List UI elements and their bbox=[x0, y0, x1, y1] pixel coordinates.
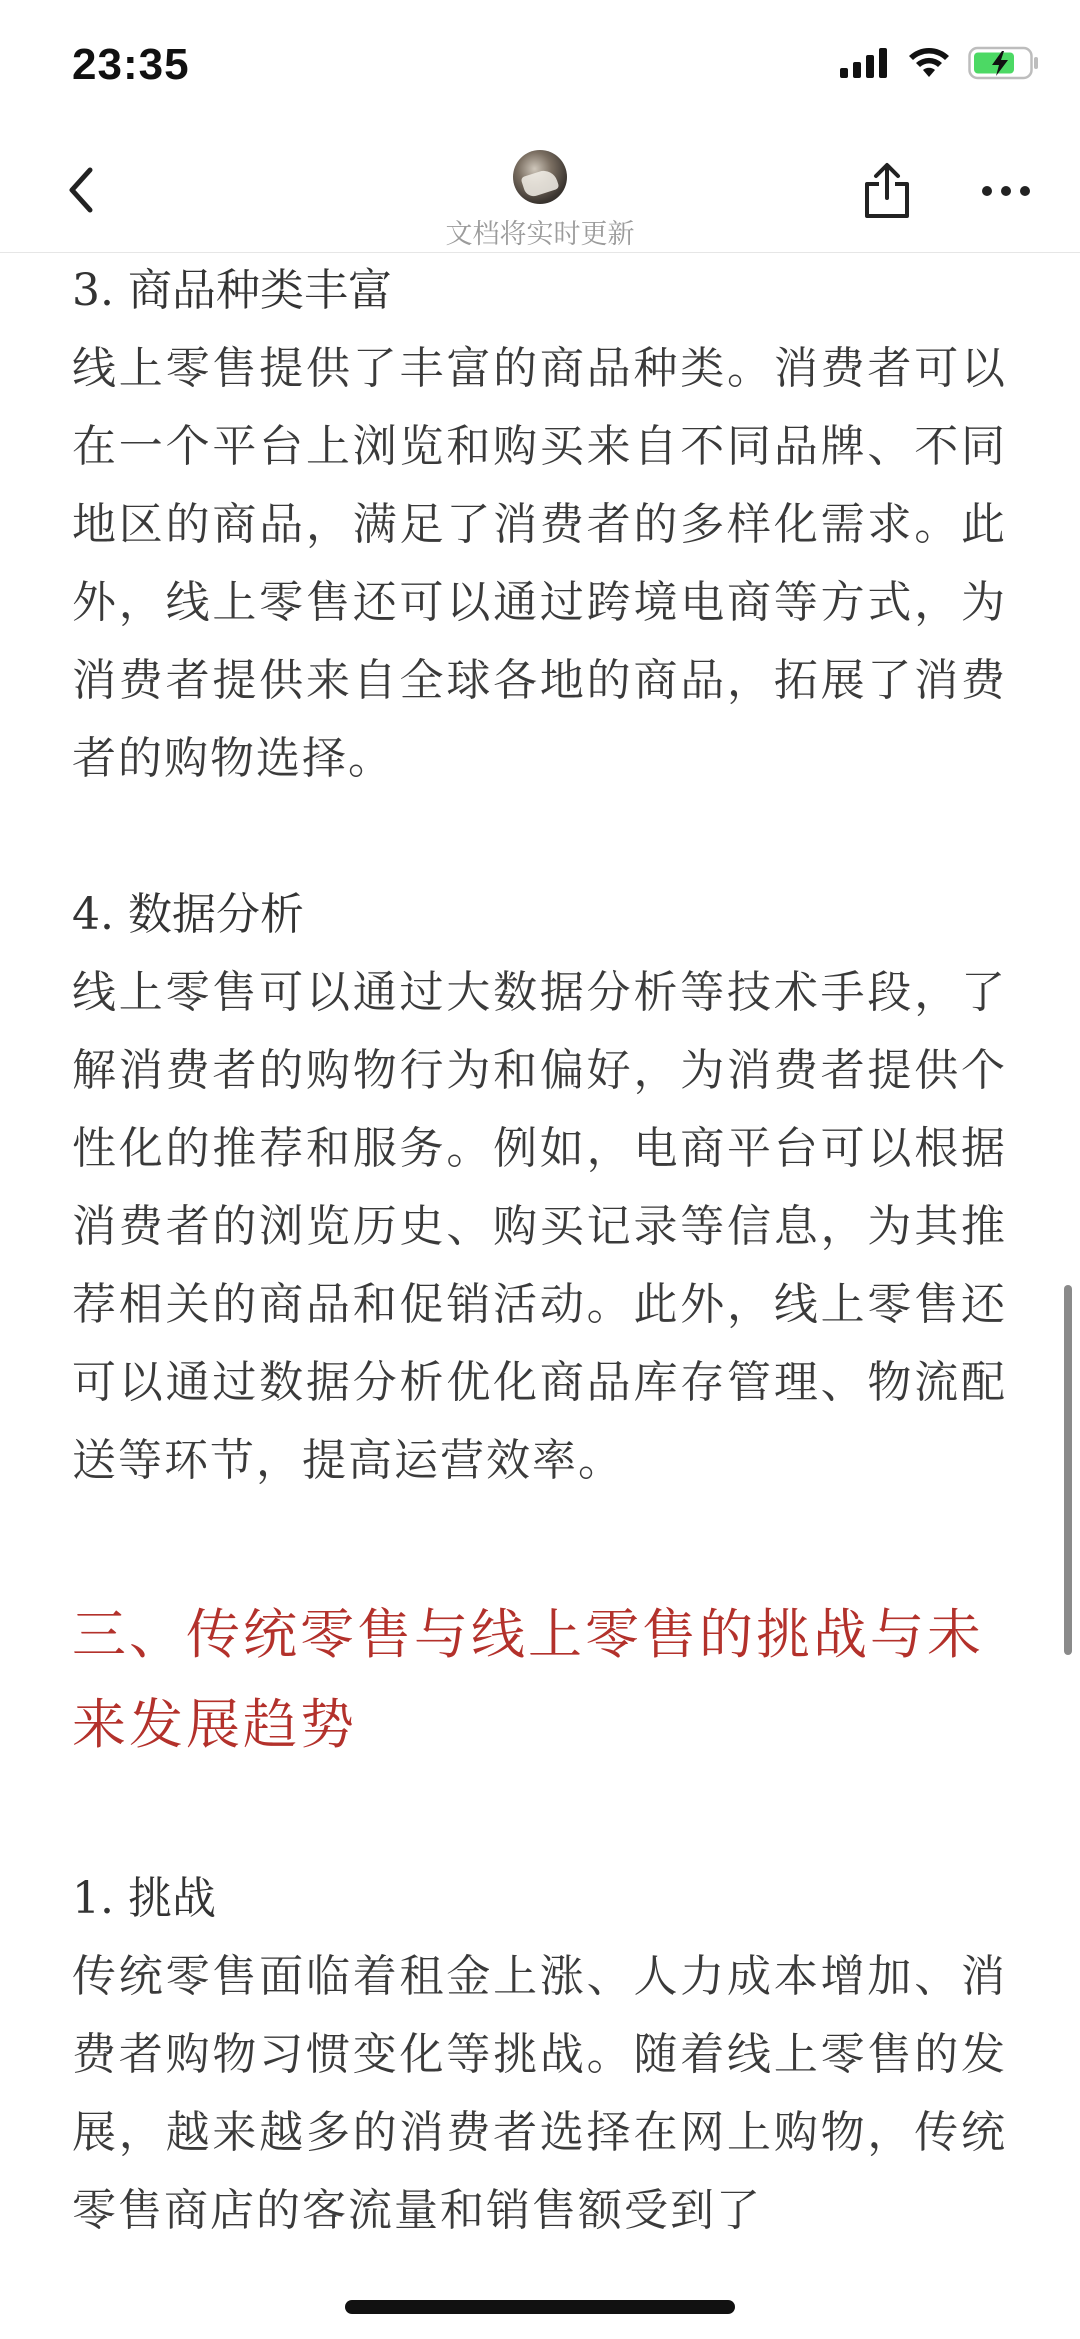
battery-charging-icon bbox=[968, 46, 1040, 84]
document-header bbox=[390, 150, 690, 251]
paragraph-challenges: 传统零售面临着租金上涨、人力成本增加、消费者购物习惯变化等挑战。随着线上零售的发展，越来越多的消费者选择在网上购物，传统零售商店的客流量和销售额受到了 bbox=[72, 1951, 1007, 2236]
share-icon bbox=[862, 162, 912, 220]
chevron-left-icon bbox=[64, 166, 96, 214]
item-title-product-variety: 3. 商品种类丰富 bbox=[72, 265, 392, 316]
document-status-subtitle: 文档将实时更新 bbox=[445, 219, 635, 250]
status-time: 23:35 bbox=[72, 40, 190, 89]
spacer bbox=[72, 1770, 1007, 1860]
paragraph-data-analysis: 线上零售可以通过大数据分析等技术手段，了解消费者的购物行为和偏好，为消费者提供个性化的推荐和服务。例如，电商平台可以根据消费者的浏览历史、购买记录等信息，为其推荐相关的商品和促销活动。此外，线上零售还可以通过数据分析优化商品库存管理、物流配送等环节，提高运营效率。 bbox=[72, 967, 1007, 1486]
status-icons bbox=[840, 46, 1040, 84]
status-bar bbox=[0, 0, 1080, 130]
item-title-data-analysis: 4. 数据分析 bbox=[72, 889, 304, 940]
nav-bar bbox=[0, 130, 1080, 253]
more-dots-icon bbox=[981, 185, 1031, 197]
spacer bbox=[72, 798, 1007, 876]
wifi-icon bbox=[908, 47, 950, 83]
document-content bbox=[72, 252, 1007, 2250]
vertical-scrollbar[interactable] bbox=[1064, 1285, 1072, 1655]
more-button[interactable] bbox=[966, 156, 1046, 226]
avatar[interactable] bbox=[513, 150, 567, 204]
section-heading-challenges-trends: 三、传统零售与线上零售的挑战与未来发展趋势 bbox=[72, 1603, 984, 1756]
spacer bbox=[72, 1500, 1007, 1590]
cellular-signal-icon bbox=[840, 48, 890, 82]
back-button[interactable] bbox=[50, 160, 110, 220]
paragraph-product-variety: 线上零售提供了丰富的商品种类。消费者可以在一个平台上浏览和购买来自不同品牌、不同地区的商品，满足了消费者的多样化需求。此外，线上零售还可以通过跨境电商等方式，为消费者提供来自全球各地的商品，拓展了消费者的购物选择。 bbox=[72, 343, 1007, 784]
home-indicator[interactable] bbox=[345, 2300, 735, 2314]
share-button[interactable] bbox=[852, 156, 922, 226]
item-title-challenges: 1. 挑战 bbox=[72, 1873, 216, 1924]
